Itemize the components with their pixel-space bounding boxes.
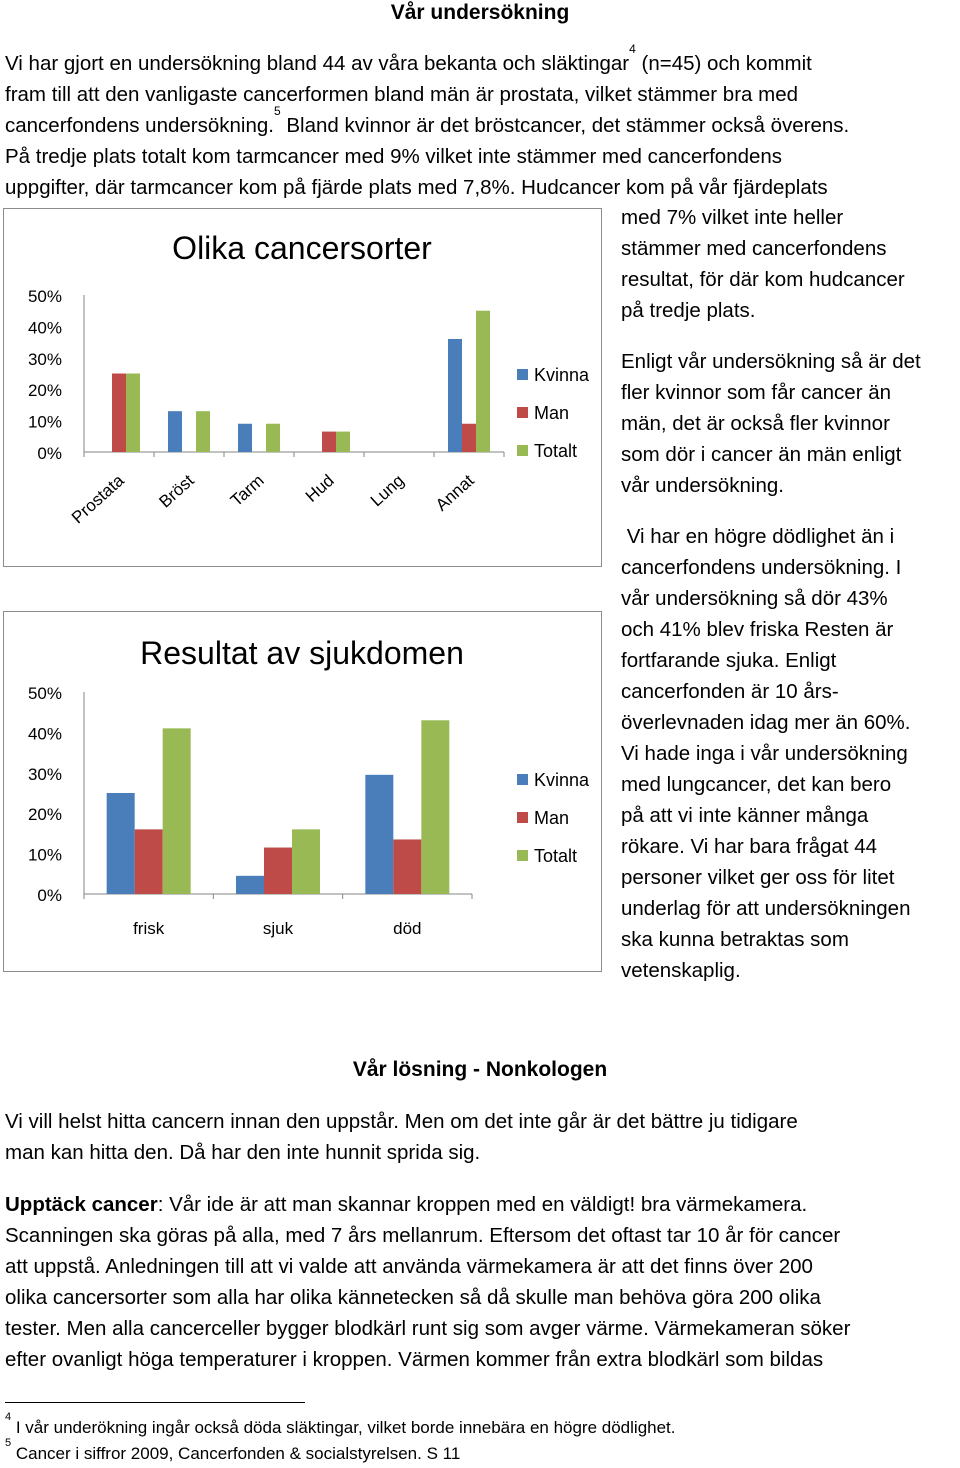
text-line: Scanningen ska göras på alla, med 7 års mellanrum. Eftersom det oftast tar 10 år för cancer [5,1224,841,1247]
text-line: tester. Men alla cancerceller bygger blodkärl runt sig som avger värme. Värmekameran söker [5,1317,851,1340]
section-heading-survey: Vår undersökning [390,1,570,24]
bar-kvinna [236,876,264,894]
y-tick-label: 50% [27,684,62,703]
chart-disease-outcome [3,611,602,972]
legend-swatch [517,407,528,418]
x-tick-label: Bröst [155,470,198,512]
y-tick-label: 30% [27,764,62,784]
y-tick-label: 0% [37,886,62,905]
y-tick-label: 10% [27,412,62,432]
side-paragraph: Enligt vår undersökning så är det fler kvinnor som får cancer än män, det är också fler kvinnor som dör i cancer än män enligt vår undersökning. [621,350,921,497]
x-tick-label: död [393,919,422,938]
x-tick-label: Prostata [67,470,128,528]
footnote: $^5$ Cancer i siffror 2009, Cancerfonden & socialstyrelsen. S 11 [5,1437,461,1463]
bar-man [112,374,126,453]
bar-man [135,829,163,894]
bar-man [264,848,292,894]
footnote-divider [5,1402,305,1403]
x-tick-label: sjuk [262,919,294,938]
intro-line: fram till att den vanligaste cancerformen bland män är prostata, vilket stämmer bra med [5,83,799,106]
bar-totalt [336,432,350,452]
intro-line: Vi har gjort en undersökning bland 44 av våra bekanta och släktingar$^4$ (n=45) och kommit [5,42,812,75]
x-tick-label: frisk [133,919,165,938]
x-tick-label: Annat [431,470,478,515]
y-tick-label: 10% [27,845,62,865]
chart-cancer-types [3,208,602,567]
bold-lead: Upptäck cancer [5,1193,158,1216]
text-line: Upptäck cancer: Vår ide är att man skannar kroppen med en väldigt! bra värmekamera. [5,1193,808,1216]
legend-label: Man [534,403,570,423]
text-line: efter ovanligt höga temperaturer i kroppen. Värmen kommer från extra blodkärl som bildas [5,1348,824,1371]
chart-title: Olika cancersorter [172,230,432,266]
x-tick-label: Tarm [226,470,268,511]
legend-swatch [517,369,528,380]
footnotes [5,1411,955,1467]
chart-title: Resultat av sjukdomen [140,635,464,671]
y-tick-label: 20% [27,805,62,825]
legend-label: Kvinna [534,770,590,790]
y-tick-label: 0% [37,444,62,463]
legend-swatch [517,445,528,456]
x-tick-label: Lung [366,470,408,511]
y-tick-label: 40% [27,724,62,744]
text-line: olika cancersorter som alla har olika kännetecken så då skulle man behöva göra 200 olika [5,1286,821,1309]
legend-label: Totalt [534,441,578,461]
text-line: att uppstå. Anledningen till att vi valde att använda värmekamera är att det finns över 200 [5,1255,813,1278]
footnote: $^4$ I vår underökning ingår också döda släktingar, vilket borde innebära en högre dödlighet. [5,1411,676,1437]
bar-kvinna [238,424,252,452]
side-paragraph: med 7% vilket inte heller stämmer med cancerfondens resultat, för där kom hudcancer på tredje plats. [621,206,905,322]
bar-man [393,839,421,894]
legend-label: Kvinna [534,365,590,385]
solution-paragraph-2 [5,1189,960,1375]
section-heading-solution: Vår lösning - Nonkologen [352,1058,608,1081]
intro-line: På tredje plats totalt kom tarmcancer med 9% vilket inte stämmer med cancerfondens [5,145,783,168]
bar-totalt [421,720,449,894]
text-line: man kan hitta den. Då har den inte hunnit sprida sig. [5,1141,481,1164]
y-tick-label: 30% [27,349,62,369]
side-paragraph: Vi har en högre dödlighet än i cancerfondens undersökning. I vår undersökning så dör 43% och 41% blev friska Resten är fortfarande sjuka. Enligt cancerfonden är 10 års- överlevnaden idag mer än 60%. Vi hade inga i vår undersökning med lungcancer, det kan bero på att vi inte känner många rökare. Vi har bara frågat 44 personer vilket ger oss för litet underlag för att undersökningen ska kunna betraktas som vetenskaplig. [621,525,911,982]
bar-totalt [266,424,280,452]
bar-kvinna [365,775,393,894]
text-line: Vi vill helst hitta cancern innan den uppstår. Men om det inte går är det bättre ju tidigare [5,1110,798,1133]
bar-totalt [126,374,140,453]
bar-man [462,424,476,452]
bar-kvinna [107,793,135,894]
intro-paragraph [5,42,960,203]
solution-paragraph-1 [5,1106,960,1168]
chart-disease-outcome-svg [4,612,603,973]
bar-totalt [292,829,320,894]
side-text-column [621,202,960,986]
bar-totalt [163,728,191,894]
legend-swatch [517,774,528,785]
intro-line: uppgifter, där tarmcancer kom på fjärde plats med 7,8%. Hudcancer kom på vår fjärdeplats [5,176,828,199]
bar-totalt [476,311,490,452]
y-tick-label: 40% [27,318,62,338]
chart-cancer-types-svg [4,209,603,568]
legend-swatch [517,850,528,861]
bar-man [322,432,336,452]
y-tick-label: 20% [27,381,62,401]
bar-kvinna [448,339,462,452]
bar-totalt [196,411,210,452]
bar-kvinna [168,411,182,452]
legend-label: Man [534,808,570,828]
x-tick-label: Hud [301,470,338,506]
y-tick-label: 50% [27,287,62,306]
legend-swatch [517,812,528,823]
intro-line: cancerfondens undersökning.$^5$ Bland kvinnor är det bröstcancer, det stämmer också överens. [5,104,850,137]
legend-label: Totalt [534,846,578,866]
